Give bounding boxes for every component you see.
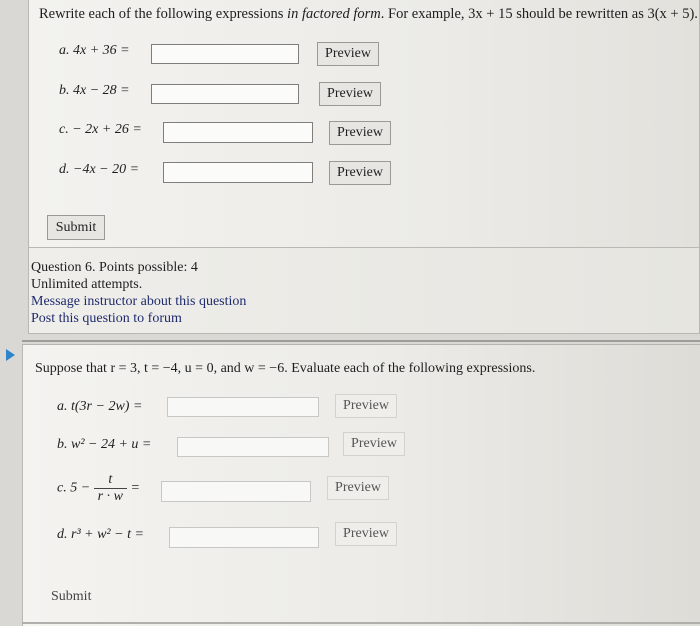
part-c-label: c. − 2x + 26 = <box>59 122 142 137</box>
question-6-submit-button[interactable]: Submit <box>51 586 111 608</box>
question-6-panel <box>22 344 700 626</box>
q6-part-b-label: b. w² − 24 + u = <box>57 437 152 452</box>
q6-part-d-preview-button[interactable]: Preview <box>335 522 397 546</box>
part-d-preview-button[interactable]: Preview <box>329 161 391 185</box>
question-6-info <box>28 247 700 334</box>
part-c-input[interactable] <box>163 122 313 143</box>
part-a-label: a. 4x + 36 = <box>59 43 130 58</box>
attempts-note: Unlimited attempts. <box>31 277 143 292</box>
q6-part-c-label: c. 5 − $\frac{t}{r \cdot w}$ = <box>57 472 140 504</box>
part-a-preview-button[interactable]: Preview <box>317 42 379 66</box>
fraction-numerator: t <box>94 472 127 489</box>
q6-part-a-label: a. t(3r − 2w) = <box>57 399 143 414</box>
message-instructor-link[interactable]: Message instructor about this question <box>31 294 247 309</box>
part-b-input[interactable] <box>151 84 299 104</box>
part-d-input[interactable] <box>163 162 313 183</box>
q6-part-a-input[interactable] <box>167 397 319 417</box>
q6-part-b-input[interactable] <box>177 437 329 457</box>
part-a-input[interactable] <box>151 44 299 64</box>
post-to-forum-link[interactable]: Post this question to forum <box>31 311 182 326</box>
part-d-label: d. −4x − 20 = <box>59 162 140 177</box>
bottom-divider <box>22 622 700 624</box>
question-6-prompt: Suppose that r = 3, t = −4, u = 0, and w = −6. Evaluate each of the following expressions. <box>35 361 536 376</box>
q6-part-c-input[interactable] <box>161 481 311 502</box>
part-b-label: b. 4x − 28 = <box>59 83 130 98</box>
q6-part-b-preview-button[interactable]: Preview <box>343 432 405 456</box>
fraction-denominator: r · w <box>97 489 123 504</box>
question-5-panel <box>28 0 700 247</box>
q6-part-a-preview-button[interactable]: Preview <box>335 394 397 418</box>
section-divider <box>22 340 700 342</box>
question-5-instructions: Rewrite each of the following expressions in factored form. For example, 3x + 15 should be rewritten as 3(x + 5). <box>39 6 698 22</box>
question-6-title: Question 6. Points possible: 4 <box>31 260 198 275</box>
q6-part-c-preview-button[interactable]: Preview <box>327 476 389 500</box>
question-5-submit-button[interactable]: Submit <box>47 215 105 240</box>
q6-part-d-label: d. r³ + w² − t = <box>57 527 144 542</box>
part-c-preview-button[interactable]: Preview <box>329 121 391 145</box>
triangle-right-icon <box>6 349 15 361</box>
fraction <box>94 472 127 505</box>
part-b-preview-button[interactable]: Preview <box>319 82 381 106</box>
q6-part-d-input[interactable] <box>169 527 319 548</box>
